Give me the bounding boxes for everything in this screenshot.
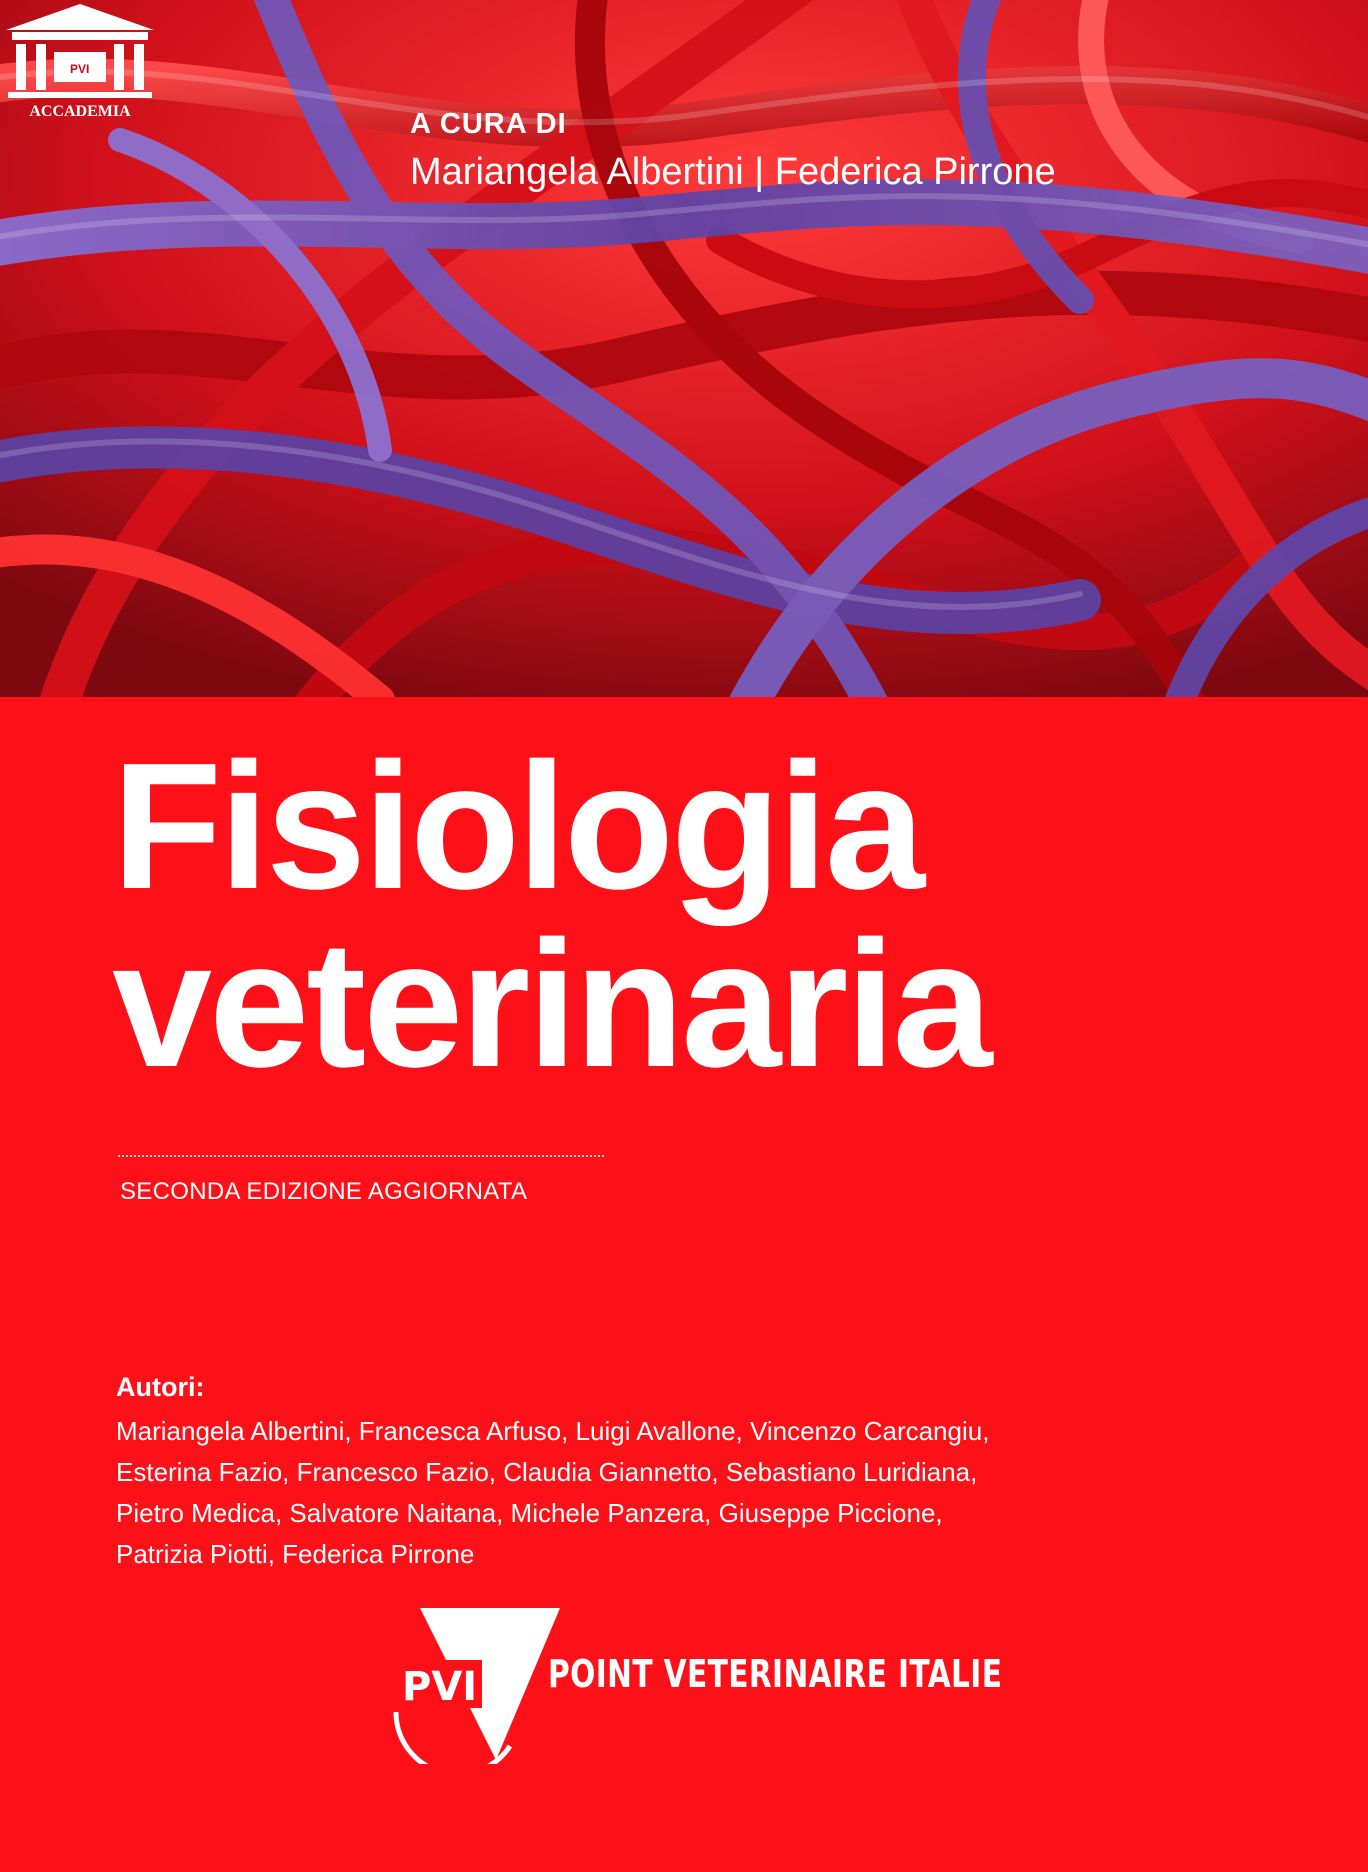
logo-caption: ACCADEMIA bbox=[29, 103, 131, 120]
curated-label: A CURA DI bbox=[410, 108, 567, 140]
publisher-logo bbox=[390, 1604, 1030, 1764]
dotted-divider bbox=[118, 1155, 604, 1157]
authors-block bbox=[116, 1372, 1316, 1575]
authors-line: Mariangela Albertini, Francesca Arfuso, Luigi Avallone, Vincenzo Carcangiu, bbox=[116, 1416, 990, 1446]
title-line-1: Fisiologia bbox=[112, 726, 923, 927]
fibers-illustration bbox=[0, 0, 1368, 697]
edition-text: SECONDA EDIZIONE AGGIORNATA bbox=[120, 1178, 528, 1205]
pvi-mark-text: PVI bbox=[402, 1664, 478, 1710]
authors-line: Pietro Medica, Salvatore Naitana, Michele Panzera, Giuseppe Piccione, bbox=[116, 1498, 943, 1528]
authors-line: Patrizia Piotti, Federica Pirrone bbox=[116, 1539, 475, 1569]
curated-block bbox=[410, 108, 1056, 194]
authors-line: Esterina Fazio, Francesco Fazio, Claudia Giannetto, Sebastiano Luridiana, bbox=[116, 1457, 978, 1487]
publisher-name: POINT VETERINAIRE ITALIE bbox=[548, 1652, 1003, 1696]
logo-small-text: PVI bbox=[70, 62, 90, 76]
cover-illustration bbox=[0, 0, 1368, 697]
accademia-logo bbox=[0, 0, 160, 120]
authors-label: Autori: bbox=[116, 1372, 205, 1402]
title-line-2: veterinaria bbox=[112, 904, 990, 1105]
curated-editors: Mariangela Albertini | Federica Pirrone bbox=[410, 151, 1056, 193]
book-title bbox=[112, 726, 1312, 1105]
